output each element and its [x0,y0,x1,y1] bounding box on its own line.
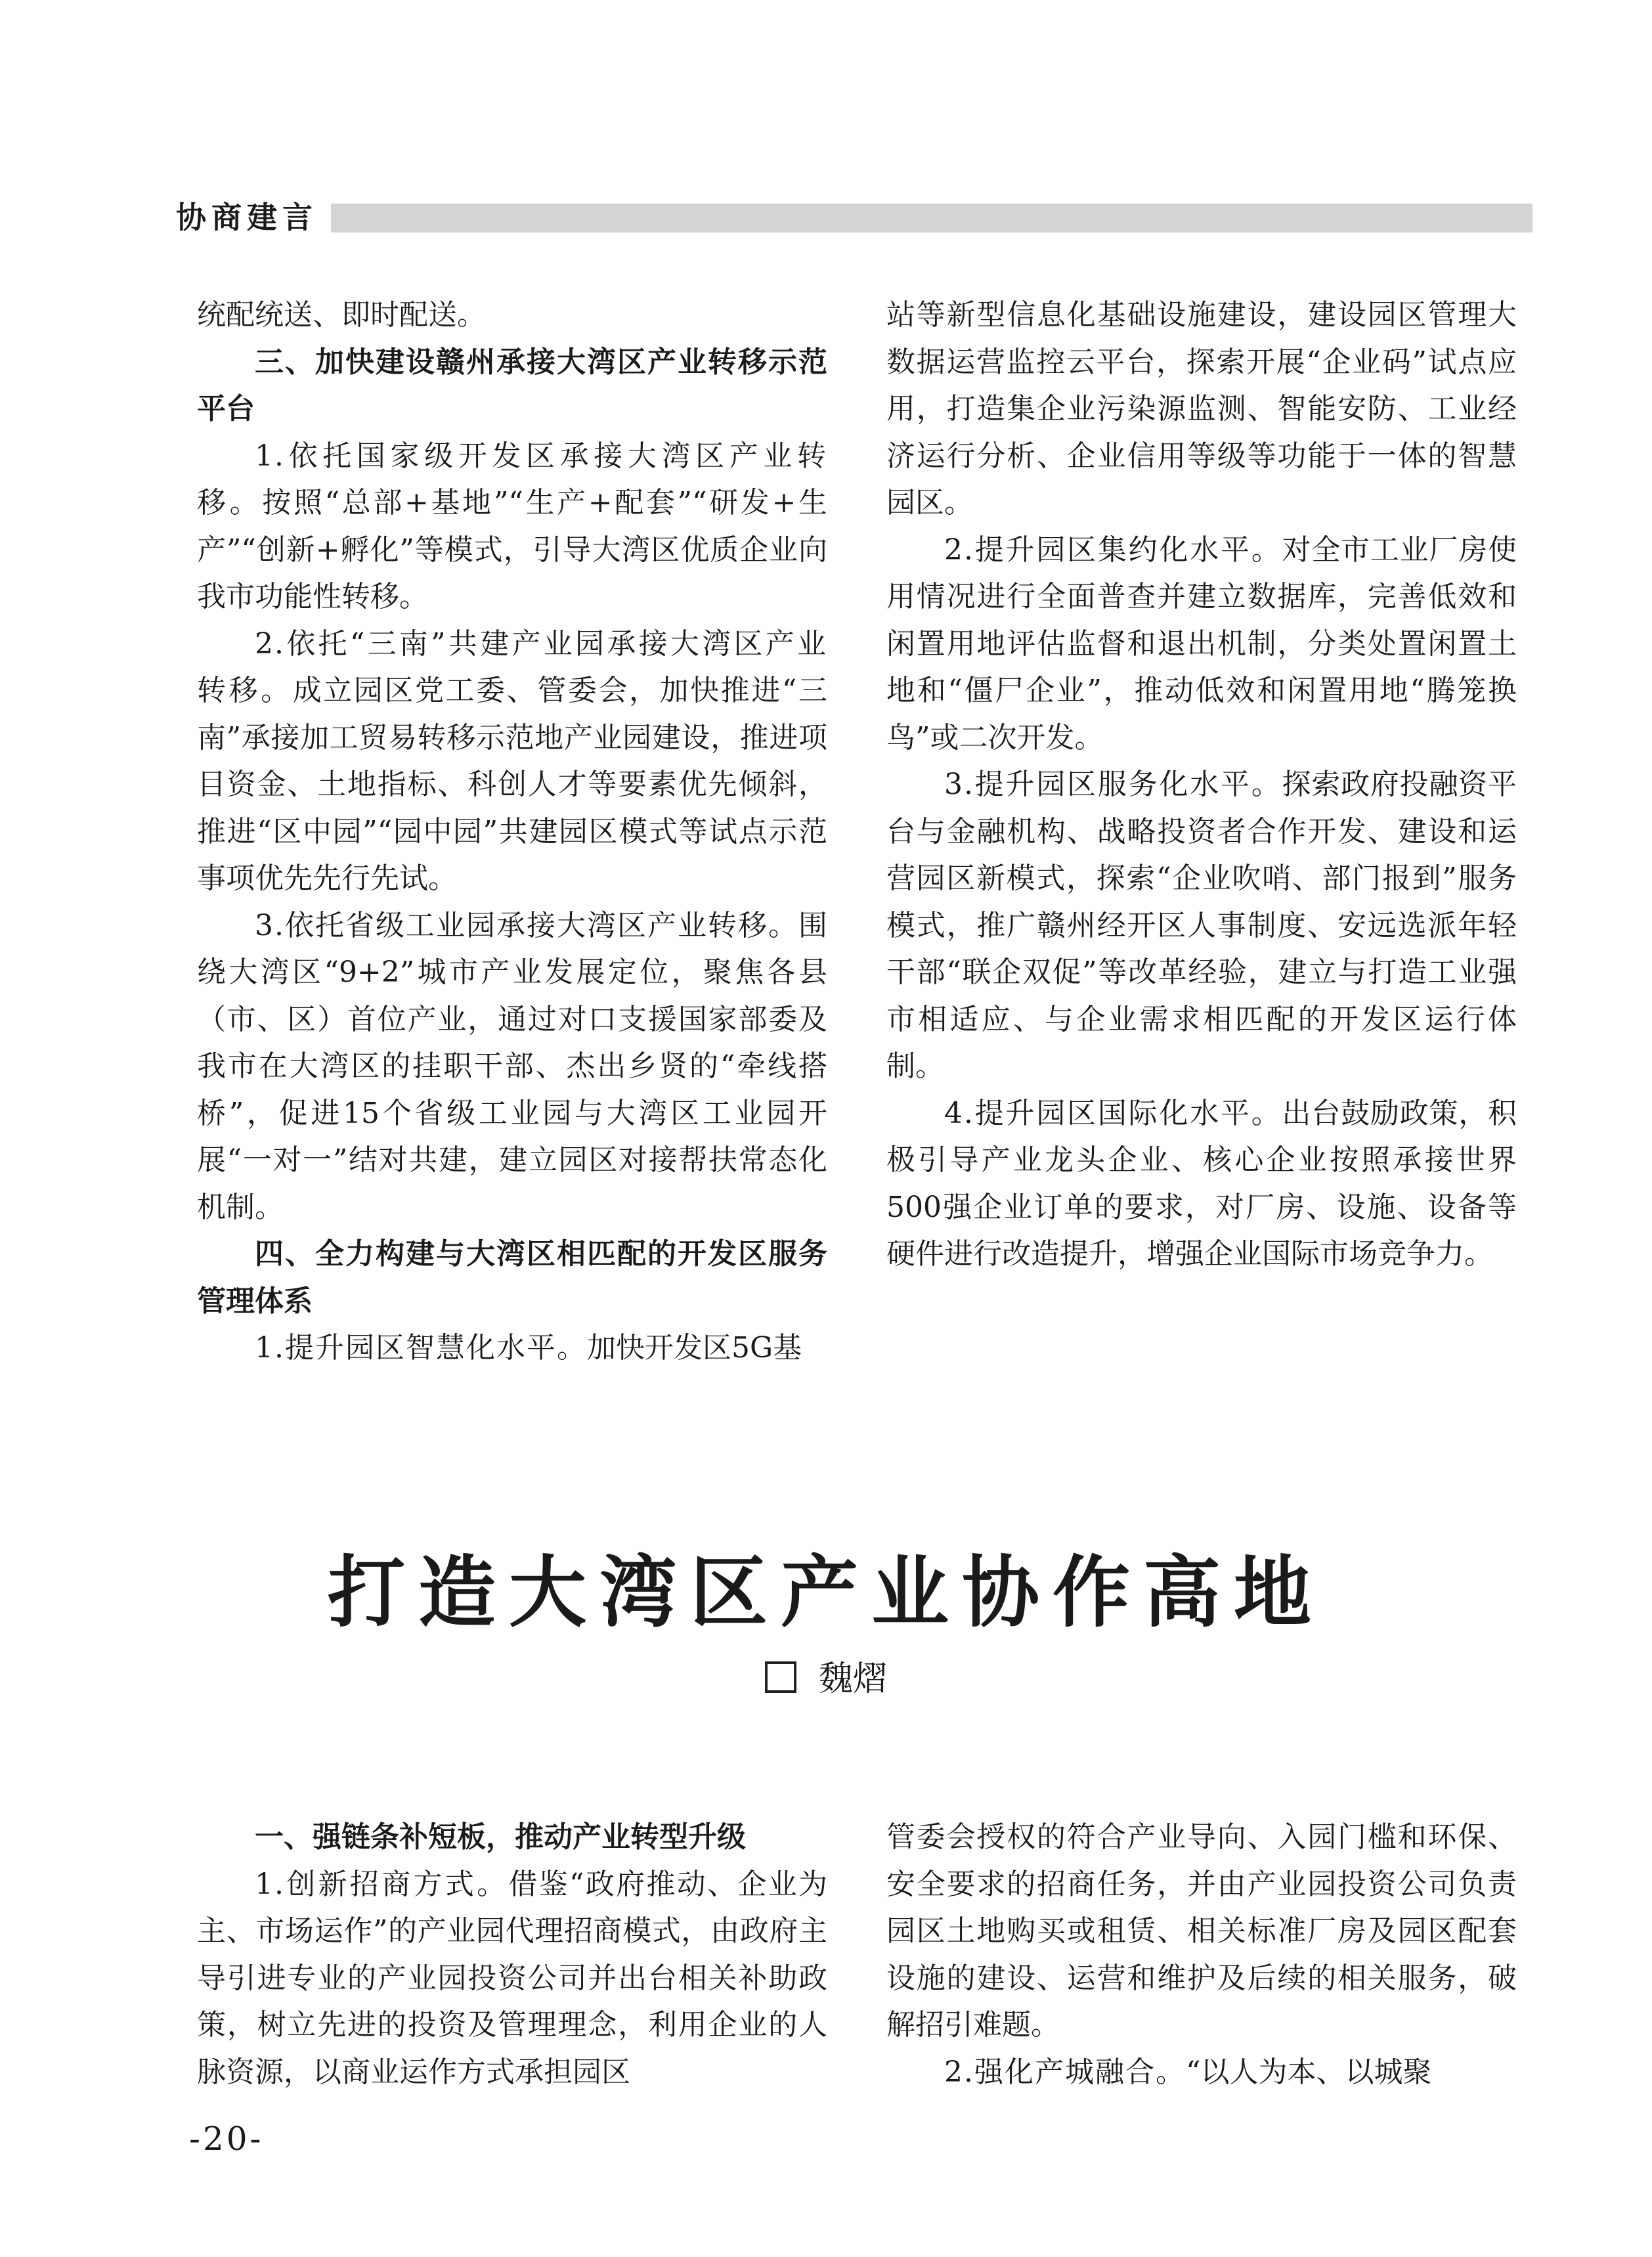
paragraph-text: 按照“总部+基地”“生产+配套”“研发+生产”“创新+孵化”等模式，引导大湾区优质企业向我市功能性转移。 [197,486,827,613]
section-label: 协商建言 [176,200,318,235]
author-box-icon [765,1661,796,1693]
paragraph [197,1861,827,2096]
article2-column-2 [886,1814,1517,2095]
paragraph-text: “以人为本、以城聚 [1185,2055,1432,2089]
paragraph [197,433,827,621]
section-heading: 四、全力构建与大湾区相匹配的开发区服务管理体系 [197,1237,827,1318]
paragraph [197,1325,827,1372]
paragraph-lead: 2.依托“三南”共建产业园承接大湾区产业转移。 [197,626,827,707]
author-name: 魏熠 [818,1659,887,1699]
paragraph-lead: 1.依托国家级开发区承接大湾区产业转移。 [197,439,827,519]
paragraph-text: 探索政府投融资平台与金融机构、战略投资者合作开发、建设和运营园区新模式，探索“企业吹哨、部门报到”服务模式，推广赣州经开区人事制度、安远选派年轻干部“联企双促”等改革经验，建立与打造工业强市相适应、与企业需求相匹配的开发区运行体制。 [886,768,1517,1083]
article2-column-1 [197,1814,827,2095]
paragraph-lead: 3.提升园区服务化水平。 [944,768,1282,801]
paragraph-lead: 2.提升园区集约化水平。 [944,533,1282,567]
article1-column-2 [886,292,1517,1278]
paragraph-lead: 3.依托省级工业园承接大湾区产业转移。 [255,908,798,942]
paragraph-text: 出台鼓励政策，积极引导产业龙头企业、核心企业按照承接世界500强企业订单的要求，对厂房、设施、设备等硬件进行改造提升，增强企业国际市场竞争力。 [886,1096,1517,1271]
paragraph-text: 借鉴“政府推动、企业为主、市场运作”的产业园代理招商模式，由政府主导引进专业的产业园投资公司并出台相关补助政策，树立先进的投资及管理理念，利用企业的人脉资源，以商业运作方式承担园区 [197,1867,827,2089]
paragraph-lead: 4.提升园区国际化水平。 [944,1096,1282,1130]
section-header [176,198,1532,236]
paragraph [197,621,827,902]
paragraph [886,761,1517,1090]
paragraph-continuation: 管委会授权的符合产业导向、入园门槛和环保、安全要求的招商任务，并由产业园投资公司负责园区土地购买或租赁、相关标准厂房及园区配套设施的建设、运营和维护及后续的相关服务，破解招引难题。 [886,1820,1517,2042]
article1-column-1 [197,292,827,1372]
section-heading: 三、加快建设赣州承接大湾区产业转移示范平台 [197,345,827,426]
paragraph [197,902,827,1231]
paragraph [886,527,1517,762]
paragraph-lead: 1.提升园区智慧化水平。 [255,1331,587,1365]
paragraph-continuation: 统配统送、即时配送。 [197,298,486,332]
paragraph-text: 成立园区党工委、管委会，加快推进“三南”承接加工贸易转移示范地产业园建设，推进项目资金、土地指标、科创人才等要素优先倾斜，推进“区中园”“园中园”共建园区模式等试点示范事项优先先行先试。 [197,674,828,895]
paragraph-lead: 2.强化产城融合。 [944,2055,1186,2089]
paragraph-text: 加快开发区5G基 [586,1331,802,1365]
section-heading: 一、强链条补短板，推动产业转型升级 [255,1820,746,1854]
paragraph [886,1090,1517,1278]
paragraph-lead: 1.创新招商方式。 [255,1867,509,1901]
page-number: -20- [189,2120,264,2158]
header-bar [331,204,1532,232]
article-title: 打造大湾区产业协作高地 [327,1547,1324,1638]
paragraph [886,2049,1517,2096]
paragraph-text: 对全市工业厂房使用情况进行全面普查并建立数据库，完善低效和闲置用地评估监督和退出机制，分类处置闲置土地和“僵尸企业”，推动低效和闲置用地“腾笼换鸟”或二次开发。 [886,533,1517,755]
paragraph-text: 围绕大湾区“9+2”城市产业发展定位，聚焦各县（市、区）首位产业，通过对口支援国家部委及我市在大湾区的挂职干部、杰出乡贤的“牵线搭桥”，促进15个省级工业园与大湾区工业园开展“一对一”结对共建，建立园区对接帮扶常态化机制。 [197,908,827,1224]
author-line [0,1656,1652,1702]
paragraph-continuation: 站等新型信息化基础设施建设，建设园区管理大数据运营监控云平台，探索开展“企业码”试点应用，打造集企业污染源监测、智能安防、工业经济运行分析、企业信用等级等功能于一体的智慧园区。 [886,298,1517,519]
